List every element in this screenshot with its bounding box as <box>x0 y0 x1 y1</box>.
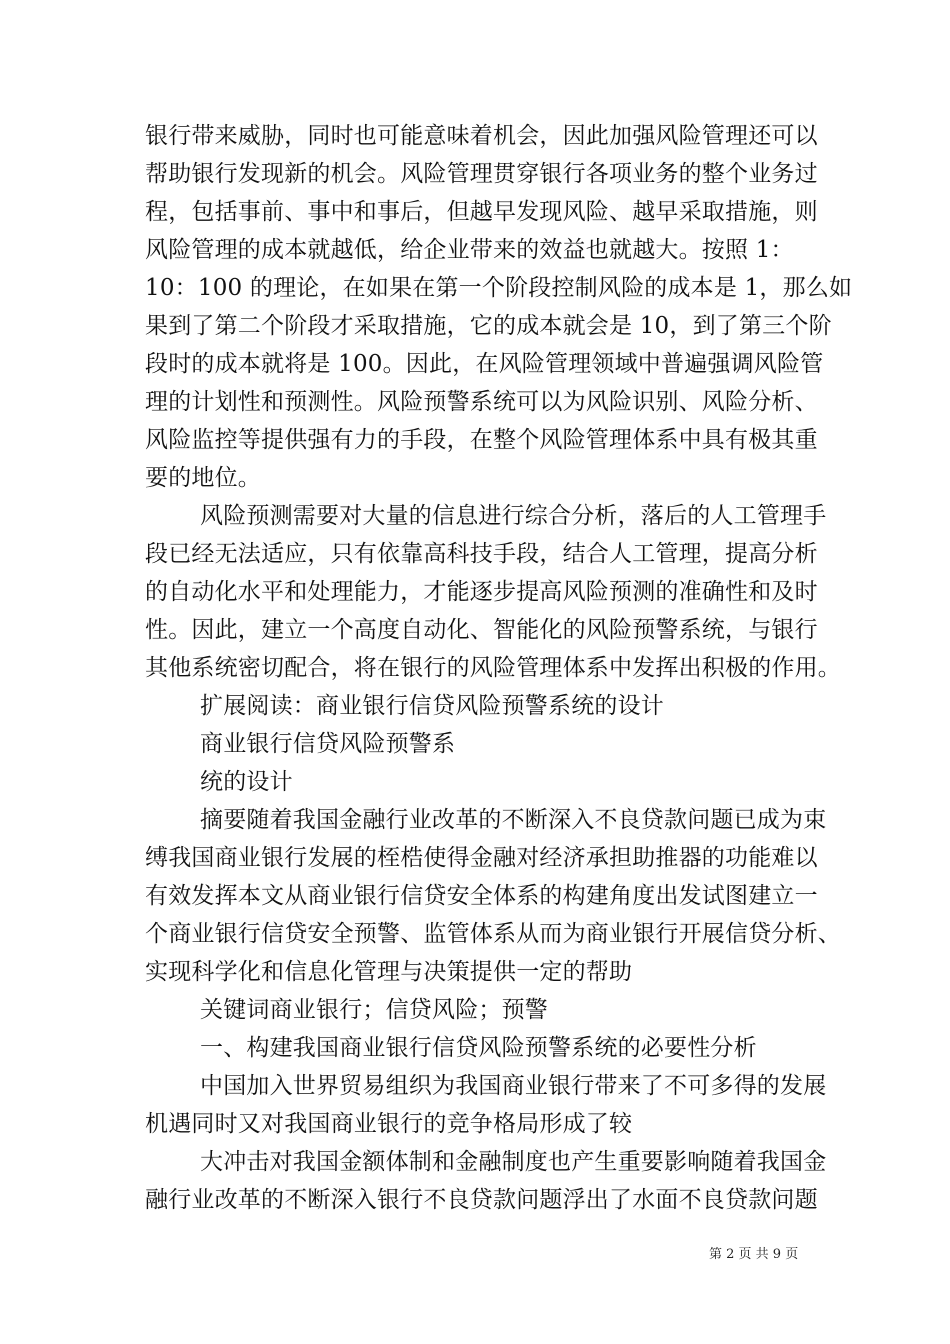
text-line: 融行业改革的不断深入银行不良贷款问题浮出了水面不良贷款问题 <box>145 1187 818 1213</box>
article-title-line-2: 统的设计 <box>200 769 293 795</box>
text-line: 果到了第二个阶段才采取措施，它的成本就会是 10，到了第三个阶 <box>145 313 832 339</box>
section-heading: 一、构建我国商业银行信贷风险预警系统的必要性分析 <box>200 1035 757 1061</box>
abstract-line: 有效发挥本文从商业银行信贷安全体系的构建角度出发试图建立一 <box>145 883 818 909</box>
abstract-line: 摘要随着我国金融行业改革的不断深入不良贷款问题已成为束 <box>200 807 827 833</box>
text-line: 风险预测需要对大量的信息进行综合分析，落后的人工管理手 <box>200 503 827 529</box>
extended-reading-label: 扩展阅读：商业银行信贷风险预警系统的设计 <box>200 693 664 719</box>
text-line: 其他系统密切配合，将在银行的风险管理体系中发挥出积极的作用。 <box>145 655 841 681</box>
text-line: 大冲击对我国金额体制和金融制度也产生重要影响随着我国金 <box>200 1149 827 1175</box>
text-line: 性。因此，建立一个高度自动化、智能化的风险预警系统，与银行 <box>145 617 818 643</box>
text-line: 段已经无法适应，只有依靠高科技手段，结合人工管理，提高分析 <box>145 541 818 567</box>
abstract-line: 实现科学化和信息化管理与决策提供一定的帮助 <box>145 959 633 985</box>
text-line: 要的地位。 <box>145 465 261 491</box>
text-line: 机遇同时又对我国商业银行的竞争格局形成了较 <box>145 1111 633 1137</box>
text-line: 风险监控等提供强有力的手段，在整个风险管理体系中具有极其重 <box>145 427 818 453</box>
article-title-line-1: 商业银行信贷风险预警系 <box>200 731 456 757</box>
text-line: 风险管理的成本就越低，给企业带来的效益也就越大。按照 1： <box>145 237 794 263</box>
text-line: 段时的成本就将是 100。因此，在风险管理领域中普遍强调风险管 <box>145 351 824 377</box>
text-line: 的自动化水平和处理能力，才能逐步提高风险预测的准确性和及时 <box>145 579 818 605</box>
abstract-line: 缚我国商业银行发展的桎梏使得金融对经济承担助推器的功能难以 <box>145 845 818 871</box>
page-number-footer: 第 2 页 共 9 页 <box>709 1247 799 1262</box>
keywords-line: 关键词商业银行；信贷风险；预警 <box>200 997 548 1023</box>
text-line: 10：100 的理论，在如果在第一个阶段控制风险的成本是 1，那么如 <box>145 275 853 301</box>
text-line: 理的计划性和预测性。风险预警系统可以为风险识别、风险分析、 <box>145 389 818 415</box>
text-line: 中国加入世界贸易组织为我国商业银行带来了不可多得的发展 <box>200 1073 827 1099</box>
abstract-line: 个商业银行信贷安全预警、监管体系从而为商业银行开展信贷分析、 <box>145 921 841 947</box>
text-line: 帮助银行发现新的机会。风险管理贯穿银行各项业务的整个业务过 <box>145 161 818 187</box>
text-line: 银行带来威胁，同时也可能意味着机会，因此加强风险管理还可以 <box>145 123 818 149</box>
text-line: 程，包括事前、事中和事后，但越早发现风险、越早采取措施，则 <box>145 199 818 225</box>
